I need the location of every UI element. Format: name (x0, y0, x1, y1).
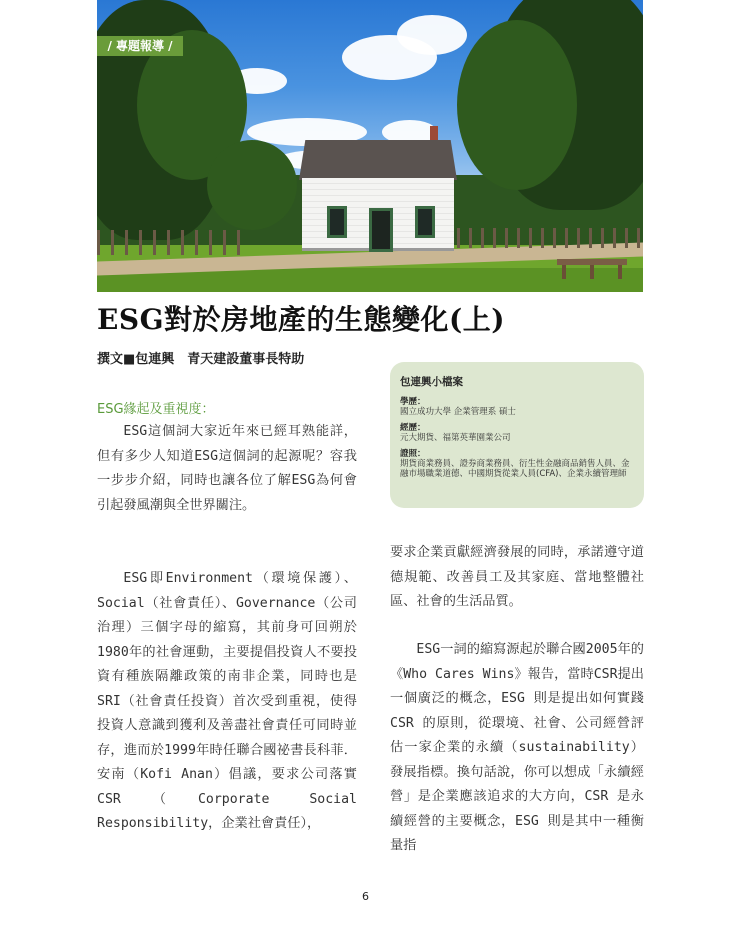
paragraph: ESG這個詞大家近年來已經耳熟能詳，但有多少人知道ESG這個詞的起源呢？容我一步步介紹，同時也讓各位了解ESG為何會引起發風潮與全世界關注。 (97, 424, 357, 513)
paragraph: 要求企業貢獻經濟發展的同時，承諾遵守道德規範、改善員工及其家庭、當地整體社區、社會的生活品質。 (390, 545, 644, 609)
author-profile-box (390, 362, 644, 508)
profile-education-label: 學歷： (400, 397, 426, 407)
profile-experience-label: 經歷： (400, 423, 426, 433)
right-column-body (390, 638, 644, 859)
profile-title: 包連興小檔案 (400, 376, 463, 388)
page-number: 6 (362, 890, 369, 903)
article-title: ESG對於房地產的生態變化(上) (97, 303, 505, 336)
profile-experience: 元大期貨、福第英華園業公司 (400, 433, 511, 443)
left-column-body (97, 567, 357, 837)
profile-license: 期貨商業務員、證券商業務員、衍生性金融商品銷售人員、金融市場職業道德、中國期貨從業人員(CFA)、企業永續管理師 (400, 459, 630, 479)
section-heading: ESG緣起及重視度： (97, 402, 215, 417)
left-column-intro (97, 420, 357, 518)
profile-education: 國立成功大學 企業管理系 碩士 (400, 407, 516, 417)
profile-license-label: 證照： (400, 449, 426, 459)
paragraph: ESG一詞的縮寫源起於聯合國2005年的《Who Cares Wins》報告，當時CSR提出一個廣泛的概念，ESG 則是提出如何實踐 CSR 的原則，從環境、社會、公司經營評估一家企業的永續（sustainability）發展指標。換句話說，你可以想成「永續經營」是企業應該追求的大方向，CSR 是永續經營的主要概念，ESG 則是其中一種衡量指 (390, 642, 644, 853)
section-tag: / 專題報導 / (97, 36, 183, 56)
right-column-continuation (390, 541, 644, 615)
paragraph: ESG即Environment（環境保護）、Social（社會責任）、Governance（公司治理）三個字母的縮寫，其前身可回朔於1980年的社會運動，主要提倡投資人不要投資有種族隔離政策的南非企業，同時也是SRI（社會責任投資）首次受到重視，使得投資人意識到獲利及善盡社會責任可同時並存，進而於1999年時任聯合國祕書長科菲．安南（Kofi Anan）倡議，要求公司落實CSR（Corporate Social Responsibility，企業社會責任）， (97, 571, 357, 831)
byline: 撰文■包連興 青天建設董事長特助 (97, 352, 305, 367)
